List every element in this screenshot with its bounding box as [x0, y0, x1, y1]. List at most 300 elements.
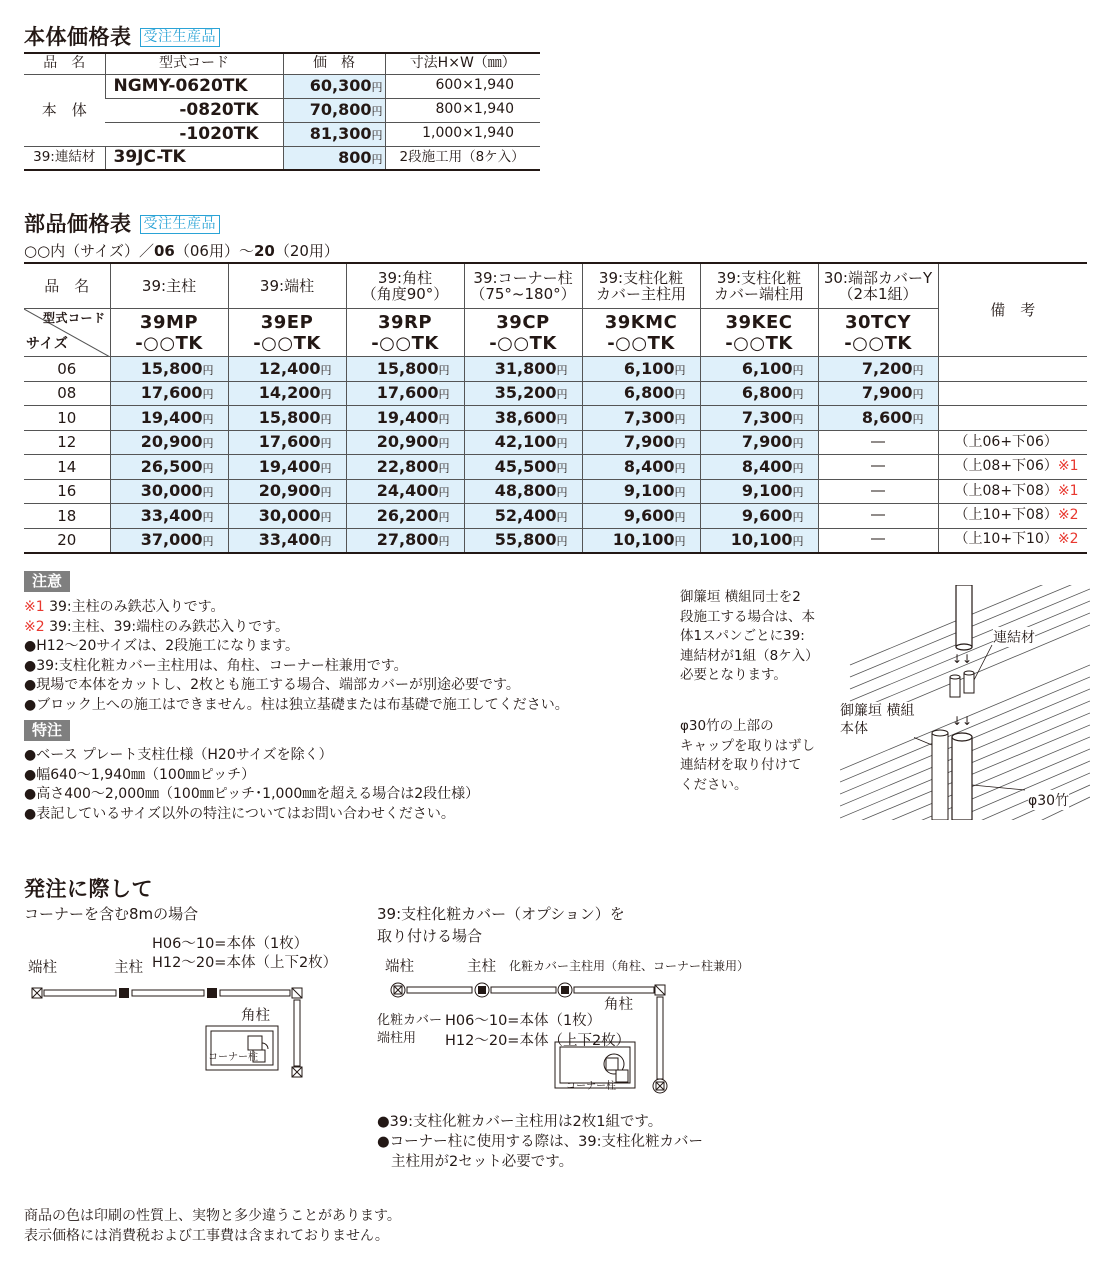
price-value: 37,000 [140, 530, 203, 550]
col-name-sub: （75°~180°） [470, 285, 576, 303]
code-cell [346, 309, 464, 357]
note-line: 段施工する場合は、本 [680, 608, 815, 625]
note-line: キャップを取りはずし [680, 737, 815, 754]
price-cell [464, 479, 582, 504]
yen-unit: 円 [556, 510, 568, 524]
remarks-mark: ※1 [1057, 458, 1079, 475]
price-cell [346, 357, 464, 382]
body-label-line1: 御簾垣 横組 [840, 703, 915, 719]
col-name: 39:主柱 [141, 276, 197, 295]
code1: 39MP [139, 311, 199, 333]
yen-unit: 円 [556, 461, 568, 475]
price-value: 33,400 [140, 505, 203, 525]
end-post-label: 端柱 [28, 960, 57, 976]
caution-item: ●現場で本体をカットし、2枚とも施工する場合、端部カバーが別途必要です。 [24, 677, 520, 693]
price-cell [110, 455, 228, 480]
order-note: 主柱用が2セット必要です。 [391, 1154, 574, 1170]
size-cell: 08 [24, 381, 110, 406]
price-cell [818, 381, 938, 406]
order-notes [377, 1112, 703, 1172]
price-cell [700, 479, 818, 504]
table-row [24, 430, 1087, 455]
table-header-row [24, 309, 1087, 357]
price-value: 20,900 [376, 432, 439, 452]
note-line: 連結材を取り付けて [680, 757, 802, 773]
price-value: 27,800 [376, 530, 439, 550]
caution-mark: ※2 [24, 618, 45, 635]
size-cell: 14 [24, 455, 110, 480]
special-item: ●表記しているサイズ以外の特注についてはお問い合わせください。 [24, 805, 455, 822]
price-cell [228, 357, 346, 382]
price-value: 45,500 [494, 456, 557, 476]
r-corner-column-label: コーナー柱 [566, 1081, 616, 1092]
table-header-row [24, 53, 540, 74]
remarks-cell [938, 381, 1087, 406]
price-cell [464, 381, 582, 406]
price-cell [464, 504, 582, 529]
height-note: H12～20=本体（上下2枚） [445, 1032, 631, 1049]
price-value: 6,800 [741, 383, 793, 403]
price-value: 48,800 [494, 481, 557, 501]
price-cell [582, 381, 700, 406]
size-cell: 06 [24, 357, 110, 382]
bamboo-label: φ30竹 [1028, 790, 1069, 810]
table-row [24, 74, 540, 98]
height-note: H06～10=本体（1枚） [152, 936, 309, 952]
price-value: 15,800 [258, 407, 321, 427]
price-cell [110, 406, 228, 431]
subtitle-part: 20 [253, 242, 275, 260]
yen-unit: 円 [792, 437, 804, 451]
code-cell [700, 309, 818, 357]
price-cell [464, 406, 582, 431]
price-cell [700, 504, 818, 529]
price-cell [228, 528, 346, 553]
section2-title-text: 部品価格表 [24, 212, 132, 236]
remarks-cell [938, 357, 1087, 382]
size-cell: 20 [24, 528, 110, 553]
price-value: 9,600 [741, 505, 793, 525]
yen-unit: 円 [371, 152, 383, 166]
price-cell [346, 528, 464, 553]
made-to-order-tag: 受注生産品 [140, 28, 221, 47]
header-col [818, 264, 938, 309]
price-value: 33,400 [258, 530, 321, 550]
yen-unit: 円 [792, 535, 804, 549]
price-value: 35,200 [494, 383, 557, 403]
price-cell [110, 357, 228, 382]
header-col [700, 264, 818, 309]
footer-line: 商品の色は印刷の性質上、実物と多少違うことがあります。 [24, 1208, 401, 1224]
price-value: 26,500 [140, 456, 203, 476]
subtitle-part: ○○内（サイズ）／ [24, 242, 154, 260]
header-price: 価 格 [283, 53, 385, 74]
left-layout-diagram [28, 980, 318, 1080]
table-row [24, 504, 1087, 529]
price-value: 7,300 [623, 407, 675, 427]
table-header-row [24, 264, 1087, 309]
price-value: 17,600 [258, 432, 321, 452]
height-note: H06～10=本体（1枚） [445, 1013, 602, 1029]
note-line: ください。 [680, 776, 748, 793]
caution-mark: ※1 [24, 599, 45, 615]
caution-item: ●39:支柱化粧カバー主柱用は、角柱、コーナー柱兼用です。 [24, 657, 408, 674]
r-corner-post-label: 角柱 [604, 997, 633, 1013]
price-cell [228, 430, 346, 455]
header-col [464, 264, 582, 309]
yen-unit: 円 [674, 388, 686, 402]
yen-unit: 円 [320, 363, 332, 377]
code2: -○○TK [371, 332, 439, 354]
r-cover-end-label [377, 1012, 442, 1048]
price-value: 19,400 [258, 456, 321, 476]
remarks-cell [938, 528, 1087, 553]
price-value: 6,100 [623, 358, 675, 378]
yen-unit: 円 [556, 363, 568, 377]
price-cell [818, 406, 938, 431]
r-cover-label: 化粧カバー主柱用（角柱、コーナー柱兼用） [509, 959, 750, 973]
price-value: 31,800 [494, 358, 557, 378]
price-value: 9,100 [623, 481, 675, 501]
caution-label-text: 注意 [24, 571, 70, 592]
price-value: 24,400 [376, 481, 439, 501]
caution-item [24, 598, 569, 618]
yen-unit: 円 [202, 437, 214, 451]
price-value: 8,400 [623, 456, 675, 476]
price-value: 7,900 [861, 383, 913, 403]
price-cell [818, 357, 938, 382]
price-cell [110, 528, 228, 553]
col-name: 30:端部カバーY [823, 268, 933, 287]
yen-unit: 円 [556, 412, 568, 426]
remarks-cell [938, 430, 1087, 455]
price-value: ― [871, 433, 885, 450]
order-note: ●コーナー柱に使用する際は、39:支柱化粧カバー [377, 1134, 703, 1150]
price-cell [110, 504, 228, 529]
svg-text:↓↓: ↓↓ [952, 714, 973, 728]
order-title: 発注に際して [24, 877, 153, 901]
code2: -○○TK [135, 332, 203, 354]
yen-unit: 円 [320, 388, 332, 402]
yen-unit: 円 [674, 535, 686, 549]
size-cell: 2段施工用（8ケ入） [385, 146, 540, 170]
col-name-sub: （2本1組） [838, 285, 918, 303]
section1-title-text: 本体価格表 [24, 25, 132, 49]
price-value: 6,800 [623, 383, 675, 403]
price-value: 10,100 [612, 530, 675, 550]
yen-unit: 円 [438, 412, 450, 426]
col-name-sub: カバー端柱用 [713, 285, 804, 303]
note-line: 必要となります。 [680, 667, 787, 683]
code1: 39KEC [725, 311, 793, 333]
size-cell: 12 [24, 430, 110, 455]
size-cell: 18 [24, 504, 110, 529]
price-value: 14,200 [258, 383, 321, 403]
price-value: 15,800 [376, 358, 439, 378]
yen-unit: 円 [202, 388, 214, 402]
header-col [582, 264, 700, 309]
size-cell: 10 [24, 406, 110, 431]
parts-table-body [24, 357, 1087, 553]
yen-unit: 円 [438, 535, 450, 549]
price-cell [228, 504, 346, 529]
price-cell [582, 357, 700, 382]
yen-unit: 円 [320, 510, 332, 524]
price-value: 70,800 [309, 100, 372, 120]
code2: -○○TK [844, 332, 912, 354]
yen-unit: 円 [320, 437, 332, 451]
yen-unit: 円 [674, 486, 686, 500]
price-value: 7,300 [741, 407, 793, 427]
header-col [346, 264, 464, 309]
price-value: 12,400 [258, 358, 321, 378]
remarks-text: （上10+下10） [954, 531, 1058, 548]
price-cell [700, 381, 818, 406]
price-value: ― [871, 531, 885, 548]
header-model-code: 型式コード [42, 311, 106, 325]
yen-unit: 円 [371, 129, 383, 143]
price-value: 38,600 [494, 407, 557, 427]
price-value: 15,800 [140, 358, 203, 378]
svg-text:↓↓: ↓↓ [952, 652, 973, 666]
remarks-text: （上08+下08） [954, 482, 1058, 499]
note-line: φ30竹の上部の [680, 718, 774, 734]
remarks-mark: ※1 [1057, 482, 1079, 499]
yen-unit: 円 [438, 461, 450, 475]
yen-unit: 円 [912, 412, 924, 426]
parts-price-table [24, 263, 1087, 554]
parts-table-subtitle [24, 240, 339, 261]
price-value: 9,600 [623, 505, 675, 525]
special-label [24, 720, 70, 741]
price-cell [110, 479, 228, 504]
price-cell [346, 381, 464, 406]
col-name: 39:支柱化粧 [716, 268, 802, 287]
order-right-subtitle [377, 903, 625, 947]
price-value: 9,100 [741, 481, 793, 501]
yen-unit: 円 [912, 388, 924, 402]
price-cell [346, 455, 464, 480]
price-cell [346, 479, 464, 504]
price-cell [464, 455, 582, 480]
size-cell: 16 [24, 479, 110, 504]
price-cell [283, 146, 385, 170]
code2: -○○TK [253, 332, 321, 354]
subtitle-line: 39:支柱化粧カバー（オプション）を [377, 905, 625, 923]
code1: 39EP [260, 311, 314, 333]
price-cell [464, 357, 582, 382]
price-value: 30,000 [140, 481, 203, 501]
price-cell [346, 504, 464, 529]
price-value: 55,800 [494, 530, 557, 550]
price-value: ― [871, 507, 885, 524]
caution-label [24, 571, 70, 592]
yen-unit: 円 [320, 535, 332, 549]
price-cell [582, 504, 700, 529]
remarks-mark: ※2 [1057, 531, 1079, 548]
remarks-mark: ※2 [1057, 507, 1079, 524]
label-line: 化粧カバー [377, 1013, 443, 1028]
remarks-text: （上06+下06） [954, 433, 1058, 450]
code1: 39RP [377, 311, 433, 333]
price-cell [700, 528, 818, 553]
code1: 30TCY [844, 311, 912, 333]
yen-unit: 円 [438, 510, 450, 524]
yen-unit: 円 [202, 363, 214, 377]
price-value: 8,400 [741, 456, 793, 476]
caution-text: 39:主柱のみ鉄芯入りです。 [44, 599, 225, 615]
footer-line: 表示価格には消費税および工事費は含まれておりません。 [24, 1228, 389, 1244]
code-cell [582, 309, 700, 357]
price-cell [700, 406, 818, 431]
caution-item: ●ブロック上への施工はできません。柱は独立基礎または布基礎で施工してください。 [24, 696, 569, 713]
header-diagonal-cell [24, 309, 110, 357]
header-col [110, 264, 228, 309]
special-item: ●高さ400～2,000㎜（100㎜ピッチ･1,000㎜を超える場合は2段仕様） [24, 786, 480, 802]
model-code: NGMY-0620TK [105, 74, 283, 98]
order-note: ●39:支柱化粧カバー主柱用は2枚1組です。 [377, 1114, 663, 1130]
caution-item: ●H12～20サイズは、2段施工になります。 [24, 638, 300, 654]
remarks-cell [938, 406, 1087, 431]
price-cell [110, 381, 228, 406]
model-code: -0820TK [105, 98, 283, 122]
subtitle-part: 06 [153, 242, 175, 260]
price-cell [582, 528, 700, 553]
header-model-code: 型式コード [105, 53, 283, 74]
col-name: 39:コーナー柱 [473, 268, 573, 287]
note-line: 連結材が1組（8ケ入） [680, 647, 819, 664]
model-code: 39JC-TK [105, 146, 283, 170]
price-cell [818, 528, 938, 553]
right-height-notes [445, 1012, 630, 1051]
table-row [24, 528, 1087, 553]
col-name-sub: カバー主柱用 [595, 285, 686, 303]
price-value: 30,000 [258, 505, 321, 525]
price-value: 8,600 [861, 407, 913, 427]
code1: 39CP [496, 311, 550, 333]
price-cell [818, 430, 938, 455]
yen-unit: 円 [438, 437, 450, 451]
yen-unit: 円 [371, 105, 383, 119]
price-cell [464, 430, 582, 455]
price-cell [818, 504, 938, 529]
yen-unit: 円 [320, 412, 332, 426]
subtitle-line: 取り付ける場合 [377, 927, 483, 945]
header-dimensions: 寸法H×W（㎜） [385, 53, 540, 74]
code2: -○○TK [725, 332, 793, 354]
table-row [24, 479, 1087, 504]
yen-unit: 円 [202, 510, 214, 524]
caution-item [24, 618, 569, 638]
height-note: H12～20=本体（上下2枚） [152, 955, 338, 971]
price-value: ― [871, 458, 885, 475]
yen-unit: 円 [438, 486, 450, 500]
price-value: 22,800 [376, 456, 439, 476]
price-cell [582, 430, 700, 455]
price-value: 19,400 [376, 407, 439, 427]
price-value: 60,300 [309, 76, 372, 96]
section-title-body-price [24, 21, 220, 51]
yen-unit: 円 [674, 461, 686, 475]
code1: 39KMC [604, 311, 678, 333]
table-row [24, 381, 1087, 406]
model-code: -1020TK [105, 122, 283, 146]
remarks-cell [938, 504, 1087, 529]
price-value: 7,200 [861, 358, 913, 378]
table-row [24, 455, 1087, 480]
price-cell [283, 74, 385, 98]
price-cell [228, 406, 346, 431]
price-value: 52,400 [494, 505, 557, 525]
joint-note-1 [680, 588, 819, 686]
price-value: 20,900 [140, 432, 203, 452]
special-item: ●幅640～1,940㎜（100㎜ピッチ） [24, 766, 256, 783]
header-size: サイズ [26, 335, 69, 352]
header-remarks: 備 考 [938, 264, 1087, 357]
yen-unit: 円 [792, 412, 804, 426]
caution-list [24, 598, 569, 715]
price-value: 17,600 [376, 383, 439, 403]
note-line: 御簾垣 横組同士を2 [680, 589, 801, 605]
yen-unit: 円 [556, 388, 568, 402]
yen-unit: 円 [912, 363, 924, 377]
col-name-sub: （角度90°） [361, 285, 449, 303]
price-cell [582, 406, 700, 431]
yen-unit: 円 [202, 412, 214, 426]
price-cell [228, 455, 346, 480]
price-cell [283, 98, 385, 122]
yen-unit: 円 [320, 486, 332, 500]
yen-unit: 円 [371, 81, 383, 95]
col-name: 39:支柱化粧 [598, 268, 684, 287]
size-cell: 1,000×1,940 [385, 122, 540, 146]
price-value: ― [871, 482, 885, 499]
yen-unit: 円 [202, 486, 214, 500]
body-label-line2: 本体 [840, 721, 868, 737]
price-cell [228, 479, 346, 504]
yen-unit: 円 [792, 363, 804, 377]
yen-unit: 円 [202, 461, 214, 475]
price-cell [700, 430, 818, 455]
yen-unit: 円 [792, 486, 804, 500]
price-value: 81,300 [309, 124, 372, 144]
price-cell [700, 455, 818, 480]
group-label-body: 本 体 [24, 74, 105, 146]
corner-column-label: コーナー柱 [208, 1052, 258, 1063]
code-cell [228, 309, 346, 357]
price-value: 7,900 [623, 432, 675, 452]
yen-unit: 円 [556, 486, 568, 500]
table-row [24, 406, 1087, 431]
left-height-notes [152, 935, 337, 973]
yen-unit: 円 [320, 461, 332, 475]
price-cell [582, 455, 700, 480]
code-cell [818, 309, 938, 357]
r-main-post-label: 主柱 [467, 959, 496, 975]
subtitle-part: （20用） [274, 242, 339, 260]
yen-unit: 円 [792, 461, 804, 475]
price-value: 800 [338, 147, 372, 167]
yen-unit: 円 [674, 412, 686, 426]
yen-unit: 円 [674, 363, 686, 377]
subtitle-part: （06用）～ [174, 242, 254, 260]
col-name: 39:端柱 [259, 276, 315, 295]
special-list [24, 746, 479, 824]
size-cell: 600×1,940 [385, 74, 540, 98]
special-item: ●ベース プレート支柱仕様（H20サイズを除く） [24, 747, 333, 763]
price-value: 7,900 [741, 432, 793, 452]
code-cell [464, 309, 582, 357]
